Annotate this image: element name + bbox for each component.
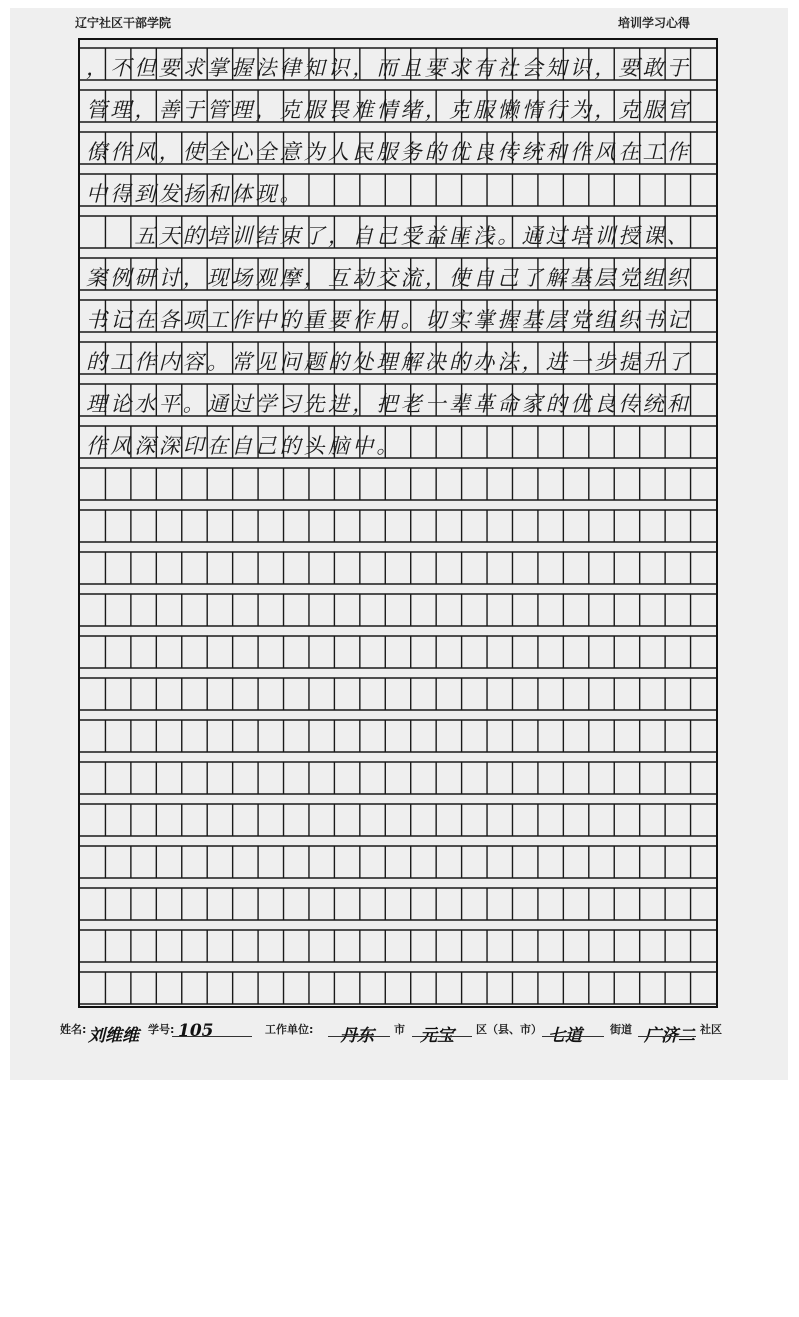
name-label: 姓名: — [60, 1023, 87, 1036]
district-value: 元宝 — [420, 1026, 454, 1046]
unit-label: 工作单位: — [265, 1023, 314, 1036]
community-label: 社区 — [700, 1023, 722, 1036]
text-line: 的工作内容。常见问题的处理解决的办法，进一步提升了 — [86, 350, 691, 374]
institute-title: 辽宁社区干部学院 — [75, 16, 172, 30]
text-line: 管理，善于管理，克服畏难情绪，克服懒惰行为，克服官 — [86, 98, 691, 122]
sheet-title: 培训学习心得 — [618, 16, 691, 30]
street-label: 街道 — [610, 1023, 632, 1036]
text-line: 僚作风，使全心全意为人民服务的优良传统和作风在工作 — [86, 140, 691, 164]
city-label: 市 — [394, 1023, 405, 1036]
district-label: 区（县、市） — [476, 1023, 542, 1036]
community-underline — [638, 1036, 696, 1037]
text-line: 案例研讨，现场观摩，互动交流，使自己了解基层党组织 — [86, 266, 691, 290]
text-line: 理论水平。通过学习先进，把老一辈革命家的优良传统和 — [86, 392, 691, 416]
street-value: 七道 — [548, 1026, 582, 1046]
id-value: 105 — [178, 1021, 214, 1041]
text-line: 作风深深印在自己的头脑中。 — [86, 434, 401, 458]
id-underline — [172, 1036, 252, 1037]
city-underline — [328, 1036, 390, 1037]
id-label: 学号: — [148, 1023, 175, 1036]
text-line: 书记在各项工作中的重要作用。切实掌握基层党组织书记 — [86, 308, 691, 332]
text-line: ，不但要求掌握法律知识，而且要求有社会知识，要敢于 — [86, 56, 691, 80]
text-line: 五天的培训结束了，自己受益匪浅。通过培训授课、 — [86, 224, 691, 248]
community-value: 广济二 — [644, 1026, 695, 1046]
name-value: 刘维维 — [88, 1026, 139, 1046]
text-line: 中得到发扬和体现。 — [86, 182, 304, 206]
footer-info — [60, 1015, 780, 1046]
street-underline — [542, 1036, 604, 1037]
city-value: 丹东 — [340, 1026, 374, 1046]
district-underline — [412, 1036, 472, 1037]
